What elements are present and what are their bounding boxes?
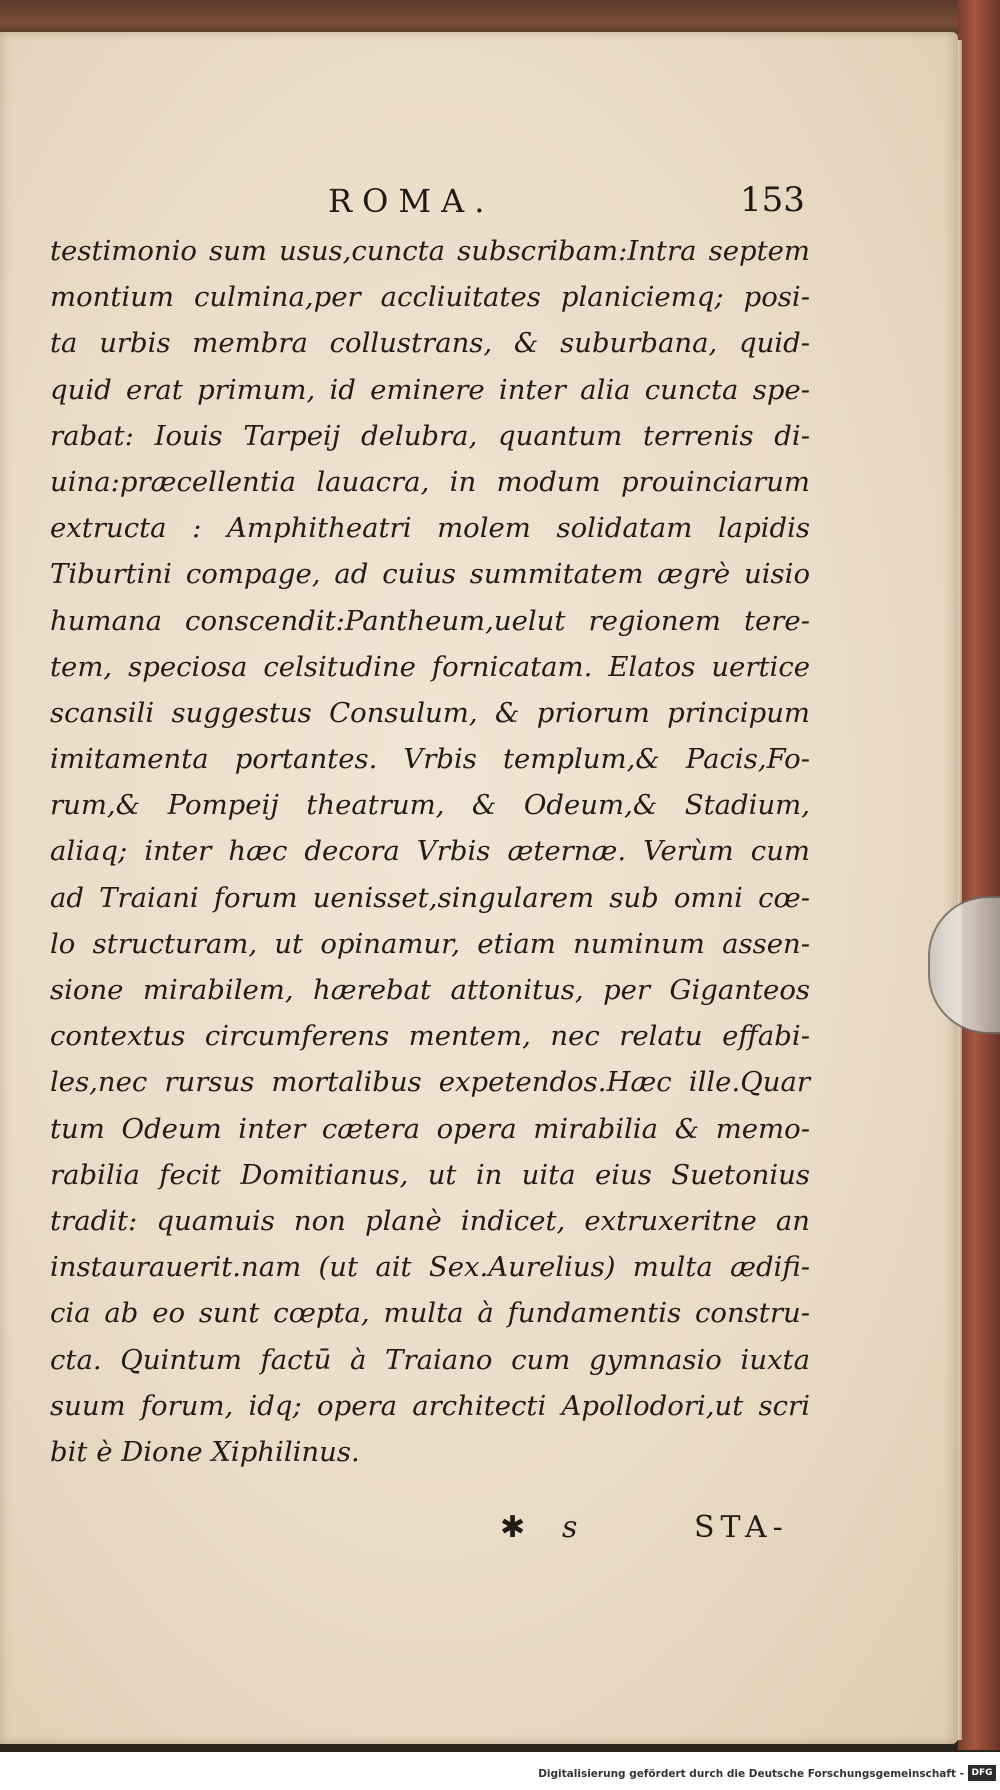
running-title: ROMA. bbox=[328, 182, 495, 220]
text-line: tradit: quamuis non planè indicet, extruxeritne an bbox=[50, 1204, 810, 1237]
text-line: quid erat primum, id eminere inter alia cuncta spe- bbox=[50, 373, 810, 406]
text-line: les,nec rursus mortalibus expetendos.Hæc ille.Quar bbox=[50, 1066, 810, 1099]
text-line: suum forum, idq; opera architecti Apollodori,ut scri bbox=[50, 1389, 810, 1422]
text-line: rabilia fecit Domitianus, ut in uita eius Suetonius bbox=[50, 1158, 810, 1191]
text-line: bit è Dione Xiphilinus. bbox=[50, 1435, 360, 1468]
text-line: tem, speciosa celsitudine fornicatam. Elatos uertice bbox=[50, 650, 810, 683]
signature-mark-icon: ✱ bbox=[500, 1510, 526, 1545]
signature-letter: s bbox=[562, 1510, 578, 1545]
text-line: rabat: Iouis Tarpeij delubra, quantum terrenis di- bbox=[50, 419, 810, 452]
text-line: cta. Quintum factū à Traiano cum gymnasio iuxta bbox=[50, 1343, 810, 1376]
text-line: montium culmina,per accliuitates planiciemq; posi- bbox=[50, 281, 810, 314]
footer-strip bbox=[0, 1752, 1000, 1790]
book-cover-right bbox=[958, 0, 1000, 1750]
catchline bbox=[500, 1510, 820, 1560]
text-line: lo structuram, ut opinamur, etiam numinum assen- bbox=[50, 927, 810, 960]
text-line: tum Odeum inter cætera opera mirabilia & memo- bbox=[50, 1112, 810, 1145]
text-line: scansili suggestus Consulum, & priorum principum bbox=[50, 696, 810, 729]
text-line: contextus circumferens mentem, nec relatu effabi- bbox=[50, 1020, 810, 1053]
text-line: humana conscendit:Pantheum,uelut regionem tere- bbox=[50, 604, 810, 637]
text-line: extructa : Amphitheatri molem solidatam lapidis bbox=[50, 512, 810, 545]
text-line: Tiburtini compage, ad cuius summitatem ægrè uisio bbox=[50, 558, 810, 591]
text-line: sione mirabilem, hærebat attonitus, per Giganteos bbox=[50, 974, 810, 1006]
text-line: testimonio sum usus,cuncta subscribam:Intra septem bbox=[50, 235, 810, 267]
footer-credit: Digitalisierung gefördert durch die Deutsche Forschungsgemeinschaft - bbox=[538, 1768, 964, 1780]
body-text bbox=[50, 228, 810, 1475]
text-line: cia ab eo sunt cœpta, multa à fundamentis constru- bbox=[50, 1297, 810, 1330]
text-line: uina:præcellentia lauacra, in modum prouinciarum bbox=[50, 465, 810, 498]
text-line: ta urbis membra collustrans, & suburbana, quid- bbox=[50, 327, 810, 360]
page-header bbox=[50, 182, 810, 232]
page-number: 153 bbox=[740, 180, 805, 220]
book-page bbox=[0, 32, 958, 1744]
text-line: rum,& Pompeij theatrum, & Odeum,& Stadium, bbox=[50, 789, 810, 822]
dfg-logo-icon: DFG bbox=[968, 1765, 996, 1781]
text-line: instaurauerit.nam (ut ait Sex.Aurelius) multa ædifi- bbox=[50, 1251, 810, 1284]
text-line: aliaq; inter hæc decora Vrbis æternæ. Verùm cum bbox=[50, 835, 810, 868]
catchword: STA- bbox=[694, 1510, 789, 1545]
text-line: ad Traiani forum uenisset,singularem sub omni cœ- bbox=[50, 881, 810, 914]
text-line: imitamenta portantes. Vrbis templum,& Pacis,Fo- bbox=[50, 743, 810, 776]
